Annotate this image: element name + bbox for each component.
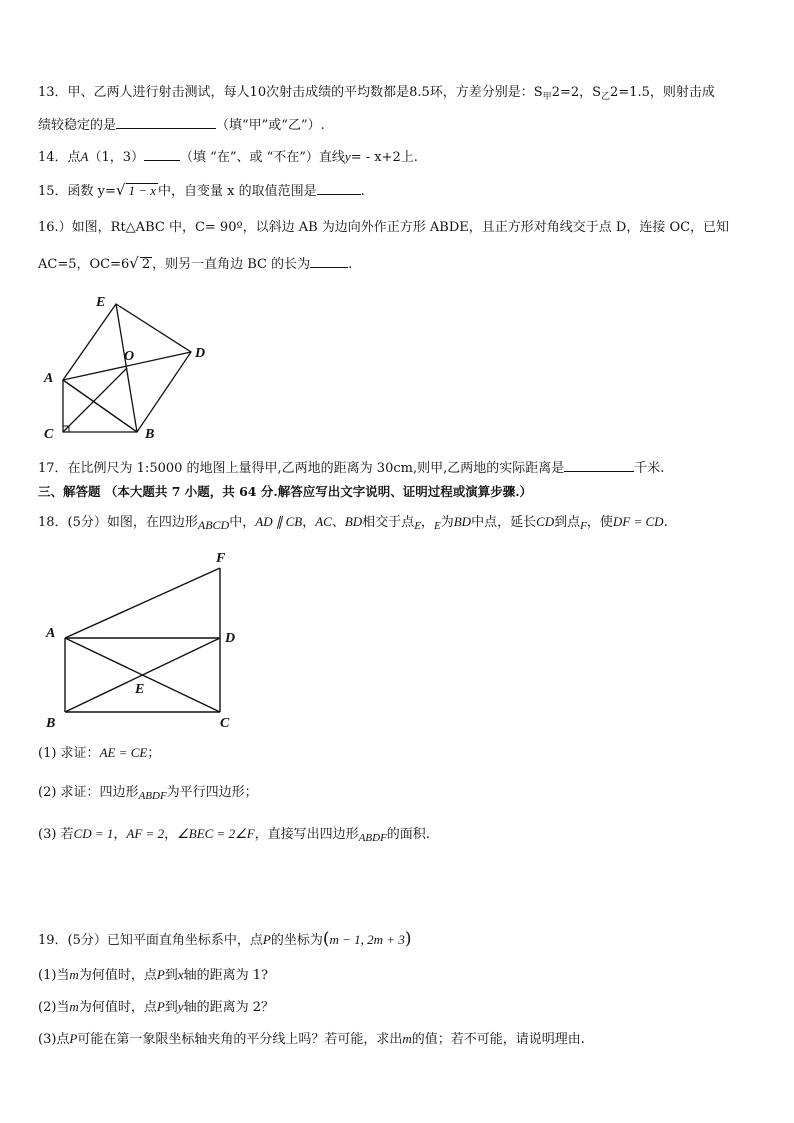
q19-s1-p: P — [156, 967, 165, 982]
q18-sep3: ， — [420, 515, 434, 530]
label-a: A — [44, 371, 54, 386]
q19-s1-c: 到 — [164, 968, 178, 983]
q19-s2-a: (2)当 — [38, 1000, 70, 1015]
q19-coordinate: m − 1, 2m + 3 — [329, 932, 405, 947]
q13-answer-blank[interactable] — [116, 115, 216, 129]
q18-p3-end: 的面积. — [386, 827, 430, 842]
paren-right-icon: ) — [404, 929, 412, 949]
q16-text2c: . — [348, 257, 353, 272]
q15-line — [38, 181, 764, 201]
q14-eq: = - x+2上. — [350, 150, 418, 165]
q15-answer-blank[interactable] — [317, 181, 361, 195]
q18-cd: CD — [536, 514, 555, 529]
q18-part2 — [38, 784, 764, 805]
q13-sub-yi: 乙 — [601, 92, 611, 102]
q18-p3-af: AF = 2 — [126, 826, 165, 841]
q18-p3-text2: ，直接写出四边形 — [254, 827, 359, 842]
q14-eq-y: y — [344, 149, 351, 164]
q18-part1 — [38, 744, 764, 763]
q18-parallel: AD ∥ CB — [255, 514, 303, 529]
q16-text2a: AC=5，OC=6 — [38, 257, 130, 272]
q19-point: P — [262, 932, 271, 947]
figure-q16 — [38, 290, 228, 442]
q15-text-a: 15．函数 y= — [38, 184, 116, 199]
q13-text2a: 绩较稳定的是 — [38, 118, 117, 133]
label-c: C — [220, 716, 230, 731]
q19-s2-p: P — [156, 999, 165, 1014]
q19-text-b: 的坐标为 — [270, 933, 323, 948]
q18-text-g: 为 — [440, 515, 454, 530]
q16-line2 — [38, 254, 764, 274]
label-b: B — [46, 716, 56, 731]
q17-text-b: 千米. — [634, 461, 665, 476]
q14-point: A — [80, 149, 89, 164]
section-heading: 三、解答题 （本大题共 7 小题，共 64 分.解答应写出文字说明、证明过程或演算步骤.） — [38, 484, 533, 499]
q18-line — [38, 513, 764, 535]
q18-p2-text: (2) 求证：四边形 — [38, 785, 139, 800]
q13-text-end: 2=1.5，则射击成 — [610, 85, 715, 100]
q18-p1-text: (1) 求证： — [38, 746, 100, 761]
q19-s1-m: m — [69, 967, 79, 982]
paren-left-icon: ( — [322, 929, 330, 949]
q18-quad: ABCD — [197, 518, 230, 532]
q18-text-h: 中点，延长 — [471, 515, 537, 530]
label-f: F — [216, 551, 226, 566]
q18-text-b: 中， — [229, 515, 256, 530]
q18-bd: BD — [344, 514, 363, 529]
q19-line — [38, 930, 764, 950]
label-c: C — [44, 427, 54, 442]
label-a: A — [46, 626, 56, 641]
q19-s3-p: P — [69, 1031, 78, 1046]
q13-line1 — [38, 84, 764, 106]
q19-s1-a: (1)当 — [38, 968, 70, 983]
label-e: E — [96, 295, 106, 310]
q19-s2-m: m — [69, 999, 79, 1014]
q19-s2-c: 到 — [164, 1000, 178, 1015]
q18-part3 — [38, 825, 764, 847]
q18-sep2: 、 — [331, 515, 345, 530]
q18-text-j: ，使 — [586, 515, 613, 530]
q18-bd2: BD — [453, 514, 472, 529]
label-d: D — [195, 346, 206, 361]
q18-p3-sep: ， — [113, 827, 127, 842]
q18-p1-end: ； — [147, 746, 161, 761]
q18-p3-angle: ∠BEC = 2∠F — [177, 826, 255, 841]
q17-answer-blank[interactable] — [564, 458, 634, 472]
q13-text: 13．甲、乙两人进行射击测试，每人10次射击成绩的平均数都是8.5环，方差分别是：S — [38, 85, 543, 100]
radical-icon: √ — [115, 181, 126, 199]
q19-sub2 — [38, 998, 764, 1017]
q15-text-c: . — [360, 184, 365, 199]
q19-text-a: 19．(5分）已知平面直角坐标系中，点 — [38, 933, 263, 948]
q16-radicand: 2 — [141, 257, 151, 272]
q19-s3-m: m — [402, 1031, 412, 1046]
q14-text-b: （填 “在”、或 “不在”）直线 — [180, 150, 345, 165]
q13-sub-jia: 甲 — [542, 92, 552, 102]
q13-line2 — [38, 115, 764, 135]
q15-radicand: 1 − x — [128, 183, 157, 198]
q18-p1-eq: AE = CE — [99, 745, 148, 760]
q18-ac: AC — [315, 514, 332, 529]
q19-s3-a: (3)点 — [38, 1032, 70, 1047]
label-e: E — [135, 682, 145, 697]
radical-icon: √ — [129, 254, 139, 272]
label-o: O — [124, 349, 135, 364]
q18-text-e: 相交于点 — [362, 515, 415, 530]
q18-sep: ， — [302, 515, 316, 530]
q18-p3-quad: ABDF — [358, 832, 387, 844]
label-d: D — [225, 631, 236, 646]
q16-line1 — [38, 219, 764, 237]
q14-answer-blank[interactable] — [144, 147, 180, 161]
q16-answer-blank[interactable] — [310, 254, 348, 268]
q19-sub1 — [38, 966, 764, 985]
q19-s1-d: 轴的距离为 1? — [183, 968, 268, 983]
segment-af — [65, 568, 220, 638]
q19-s1-x: x — [177, 967, 184, 982]
q14-coords: （1，3） — [88, 150, 145, 165]
q16-text2b: ，则另一直角边 BC 的长为 — [152, 257, 311, 272]
q18-point-e: E — [414, 520, 421, 532]
q18-period: . — [663, 515, 668, 530]
q18-text-i: 到点 — [554, 515, 581, 530]
q18-point-e2: E — [433, 520, 441, 532]
q19-s1-b: 为何值时，点 — [78, 968, 157, 983]
label-b: B — [145, 427, 155, 442]
q19-s2-y: y — [177, 999, 184, 1014]
q18-p2-end: 为平行四边形； — [166, 785, 258, 800]
q19-s2-d: 轴的距离为 2？ — [183, 1000, 274, 1015]
q18-p3-text: (3) 若 — [38, 827, 74, 842]
hypotenuse-ab — [63, 380, 137, 432]
q15-text-b: 中，自变量 x 的取值范围是 — [158, 184, 317, 199]
q18-point-f: F — [580, 520, 587, 532]
q18-p2-quad: ABDF — [138, 790, 167, 802]
q18-p3-sep2: ， — [164, 827, 178, 842]
q18-condition: DF = CD — [612, 514, 664, 529]
q14-text-a: 14．点 — [38, 150, 81, 165]
q16-text1: 16.）如图，Rt△ABC 中，C= 90º，以斜边 AB 为边向外作正方形 ABDE，且正方形对角线交于点 D，连接 OC，已知 — [38, 220, 730, 235]
q19-s2-b: 为何值时，点 — [78, 1000, 157, 1015]
q18-text-a: 18．(5分）如图，在四边形 — [38, 515, 198, 530]
q17-text-a: 17．在比例尺为 1:5000 的地图上量得甲,乙两地的距离为 30cm,则甲,乙两地的实际距离是 — [38, 461, 565, 476]
q19-s3-b: 可能在第一象限坐标轴夹角的平分线上吗？若可能，求出 — [77, 1032, 403, 1047]
q13-text2b: （填“甲”或“乙”）. — [216, 118, 325, 133]
q17-line — [38, 458, 764, 478]
figure-q18 — [40, 545, 240, 733]
q19-s3-c: 的值；若不可能，请说明理由. — [411, 1032, 585, 1047]
q14-line — [38, 147, 764, 167]
q18-p3-cd: CD = 1 — [73, 826, 114, 841]
q19-sub3 — [38, 1030, 764, 1049]
q13-text-mid: 2=2，S — [551, 85, 602, 100]
